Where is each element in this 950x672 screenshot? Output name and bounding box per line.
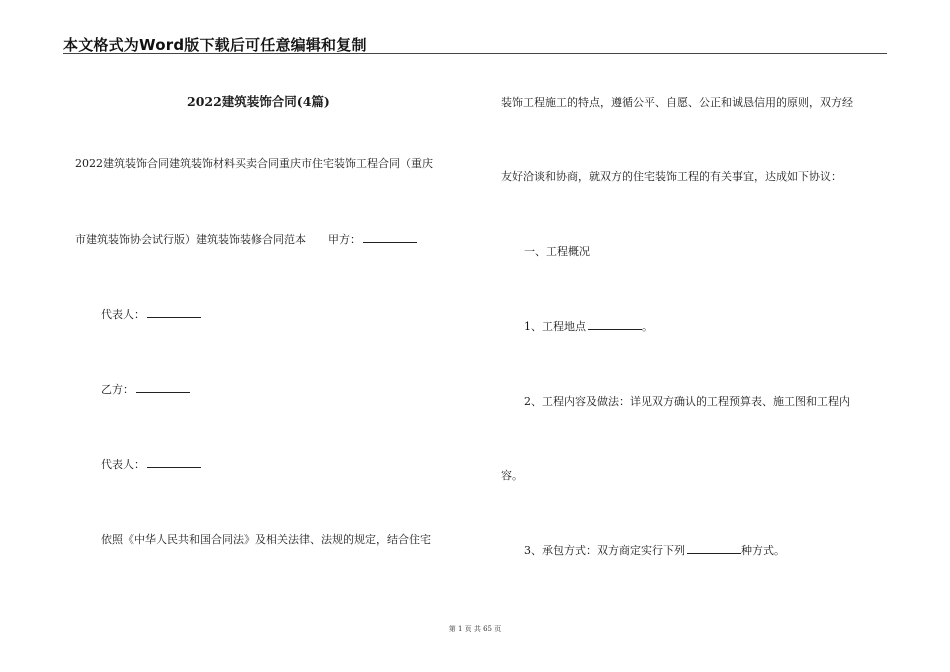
- right-paragraph-line-1: 装饰工程施工的特点，遵循公平、自愿、公正和诚恳信用的原则，双方经: [501, 96, 853, 109]
- intro-line-1: 2022建筑装饰合同建筑装饰材料买卖合同重庆市住宅装饰工程合同（重庆: [75, 157, 433, 170]
- header-divider: [63, 53, 887, 54]
- party-b-line: [101, 383, 190, 397]
- document-title: 2022建筑装饰合同(4篇): [187, 94, 330, 109]
- project-location-blank: [588, 328, 642, 330]
- item-1-label: 1、工程地点: [524, 320, 586, 333]
- item-project-content: 2、工程内容及做法：详见双方确认的工程预算表、施工图和工程内: [524, 395, 850, 408]
- right-paragraph-line-2: 友好洽谈和协商，就双方的住宅装饰工程的有关事宜，达成如下协议：: [501, 170, 842, 183]
- page-number-footer: 第 1 页 共 65 页: [448, 625, 502, 633]
- contract-method-blank: [687, 552, 741, 554]
- party-a-blank: [363, 241, 417, 243]
- representative-label-1: 代表人：: [101, 308, 145, 321]
- item-project-location: [524, 320, 653, 334]
- party-b-blank: [136, 391, 190, 393]
- item-3-label: 3、承包方式：双方商定实行下列: [524, 544, 685, 557]
- intro-line-2: [75, 233, 417, 247]
- legal-basis-line: 依照《中华人民共和国合同法》及相关法律、法规的规定，结合住宅: [101, 533, 431, 546]
- item-1-suffix: 。: [642, 320, 653, 333]
- representative-blank-1: [147, 316, 201, 318]
- item-project-content-continued: 容。: [501, 469, 523, 482]
- party-b-label: 乙方：: [101, 383, 134, 396]
- representative-label-2: 代表人：: [101, 458, 145, 471]
- section-project-overview: 一、工程概况: [524, 245, 590, 258]
- representative-blank-2: [147, 466, 201, 468]
- intro-line-2-text: 市建筑装饰协会试行版）建筑装饰装修合同范本 甲方：: [75, 233, 361, 246]
- item-contract-method: [524, 544, 785, 558]
- representative-line-2: [101, 458, 201, 472]
- representative-line-1: [101, 308, 201, 322]
- item-3-suffix: 种方式。: [741, 544, 785, 557]
- document-header-title: 本文格式为Word版下载后可任意编辑和复制: [63, 36, 367, 54]
